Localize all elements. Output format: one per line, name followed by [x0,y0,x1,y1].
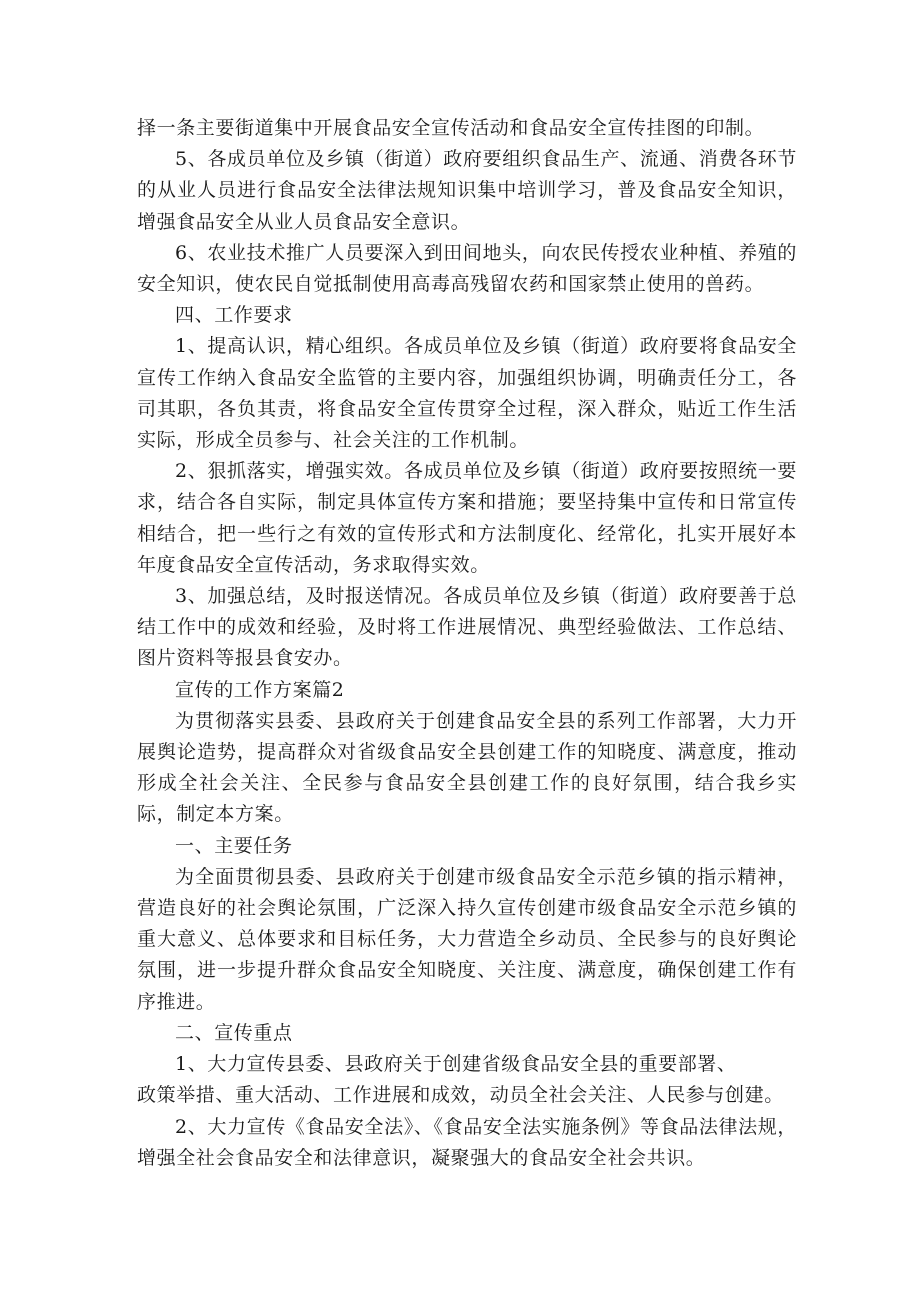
paragraph: 为贯彻落实县委、县政府关于创建食品安全县的系列工作部署，大力开展舆论造势，提高群众对省级食品安全县创建工作的知晓度、满意度，推动形成全社会关注、全民参与食品安全县创建工作的良好氛围，结合我乡实际，制定本方案。 [137,709,797,826]
paragraph: 2、狠抓落实，增强实效。各成员单位及乡镇（街道）政府要按照统一要求，结合各自实际，制定具体宣传方案和措施；要坚持集中宣传和日常宣传相结合，把一些行之有效的宣传形式和方法制度化、经常化，扎实开展好本年度食品安全宣传活动，务求取得实效。 [137,460,797,576]
section-heading: 四、工作要求 [175,304,293,327]
section-heading: 二、宣传重点 [175,1021,293,1044]
article-title: 宣传的工作方案篇2 [175,678,345,701]
paragraph: 6、农业技术推广人员要深入到田间地头，向农民传授农业种植、养殖的安全知识，使农民自觉抵制使用高毒高残留农药和国家禁止使用的兽药。 [137,241,797,296]
paragraph: 1、提高认识，精心组织。各成员单位及乡镇（街道）政府要将食品安全宣传工作纳入食品安全监管的主要内容，加强组织协调，明确责任分工，各司其职，各负其责，将食品安全宣传贯穿全过程，深入群众，贴近工作生活实际，形成全员参与、社会关注的工作机制。 [137,335,797,452]
paragraph: 5、各成员单位及乡镇（街道）政府要组织食品生产、流通、消费各环节的从业人员进行食品安全法律法规知识集中培训学习，普及食品安全知识，增强食品安全从业人员食品安全意识。 [137,148,797,233]
paragraph: 2、大力宣传《食品安全法》、《食品安全法实施条例》等食品法律法规，增强全社会食品安全和法律意识，凝聚强大的食品安全社会共识。 [137,1115,797,1169]
document-body [137,113,797,1174]
paragraph: 1、大力宣传县委、县政府关于创建省级食品安全县的重要部署、 [175,1053,737,1076]
paragraph: 政策举措、重大活动、工作进展和成效，动员全社会关注、人民参与创建。 [137,1084,784,1107]
paragraph: 择一条主要街道集中开展食品安全宣传活动和食品安全宣传挂图的印制。 [137,117,765,139]
paragraph: 3、加强总结，及时报送情况。各成员单位及乡镇（街道）政府要善于总结工作中的成效和经验，及时将工作进展情况、典型经验做法、工作总结、图片资料等报县食安办。 [137,585,797,670]
paragraph: 为全面贯彻县委、县政府关于创建市级食品安全示范乡镇的指示精神，营造良好的社会舆论氛围，广泛深入持久宣传创建市级食品安全示范乡镇的重大意义、总体要求和目标任务，大力营造全乡动员、全民参与的良好舆论氛围，进一步提升群众食品安全知晓度、关注度、满意度，确保创建工作有序推进。 [137,865,797,1013]
section-heading: 一、主要任务 [175,834,293,857]
